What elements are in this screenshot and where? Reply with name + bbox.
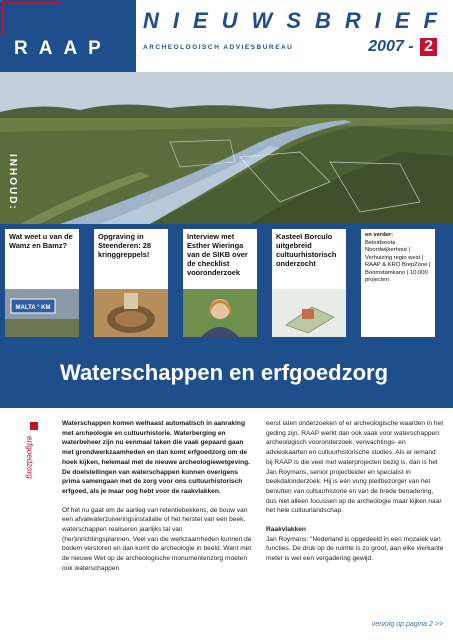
article-title: Waterschappen en erfgoedzorg (60, 360, 389, 385)
excavation-photo (94, 289, 168, 337)
contents-tile-2[interactable] (94, 229, 168, 337)
article-subheading: Raakvlakken (266, 526, 306, 534)
castle-map-illustration (272, 289, 346, 337)
hero-photo (0, 72, 453, 224)
article-column-1 (62, 419, 252, 583)
tile-more-content (361, 229, 435, 288)
article-paragraph: Jan Roymans: "Nederland is opgedeeld in een mozaiek van functies. De druk op de ruimte is zo groot, aan elke vierkante meter is wel een vergadering gewijd. (266, 535, 444, 563)
issue-label (368, 38, 437, 56)
contents-strip (0, 224, 453, 342)
article-intro: Waterschappen komen welhaast automatisch in aanraking met archeologie en cultuurhistorie. Waterberging en waterbeheer zijn nu eenmaal taken die vaak gepaard gaan met grondwerkzaamheden en dan komt erfgoedzorg om de hoek kijken, helemaal met de nieuwe archeologiewetgeving. De doelstellingen van waterschappen kunnen overigens prima samengaan met de zorg voor ons cultuurhistorisch erfgoed, als je maar oog hebt voor de raakvlakken. (62, 420, 250, 495)
raap-logo (0, 0, 136, 72)
inhoud-label: INHOUD: (7, 154, 18, 211)
newsletter-title: NIEUWSBRIEF (143, 8, 451, 33)
company-subtitle: ARCHEOLOGISCH ADVIESBUREAU (143, 44, 294, 51)
section-marker (30, 422, 38, 430)
tile-text: Interview met Esther Wieringa van de SIKB over de checklist vooronderzoek (187, 232, 248, 277)
sign-text: MALTA ° KM (15, 305, 51, 311)
logo-frame-mark (2, 2, 62, 36)
tile-more-heading: en verder: (365, 232, 394, 238)
portrait-photo (183, 289, 257, 337)
tile-text: Kasteel Borculo uitgebreid cultuurhistorisch onderzocht (276, 232, 337, 268)
landscape-illustration (0, 72, 453, 224)
continued-link[interactable]: vervolg op pagina 2 >> (371, 621, 443, 628)
contents-tile-more[interactable] (361, 229, 435, 337)
section-label: erfgoedzorg (25, 436, 34, 479)
issue-number: 2 (420, 38, 437, 56)
contents-tile-1[interactable] (5, 229, 79, 337)
contents-tile-3[interactable] (183, 229, 257, 337)
article-paragraph: eerst laten onderzoeken of er archeologische waarden in het geding zijn. RAAP werkt dan ook vaak voor waterschappen: archeologisch vooronderzoek, verwachtings- en advieskaarten en cultuurhistorische studies. Als er iemand bij RAAP is die veel met waterprojecten bezig is, dan is het Jan Roymans, senior projectleider en specialist in beekdalonderzoek. Hij is een vurig pleitbezorger van het benutten van cultuurhistorie en van de brede benadering, dus niet alleen focussen op de archeologie maar kijken naar het hele cultuurlandschap. (266, 420, 444, 515)
tile-text: Wat weet u van de Wamz en Bamz? (9, 232, 73, 250)
masthead (0, 0, 453, 72)
contents-tile-4[interactable] (272, 229, 346, 337)
article-paragraph: Of het nu gaat om de aanleg van retentiebekkens, de bouw van een afvalwaterzuiveringsinstallatie of het herstel van een beek, waterschappen realiseren jaarlijks tal van (her)inrichtingsplannen. Veel van die werkzaamheden kunnen de bodem verstoren en dan komt de archeologie in beeld. Want met de nieuwe Wet op de archeologische monumentenzorg moeten ook waterschappen (62, 506, 252, 572)
road-sign-photo (5, 289, 79, 337)
issue-year: 2007 - (368, 38, 414, 55)
tile-text: Opgraving in Steenderen: 28 kringgreppels! (98, 232, 151, 259)
tile-more-text: Beleidsnota Noordwijkerhout | Verhuizing regio west | RAAP & KRO BrepZone | Boomstamkano | 10.000 projecten (365, 239, 431, 283)
logo-text: RAAP (14, 38, 112, 59)
article-column-2 (266, 419, 444, 564)
